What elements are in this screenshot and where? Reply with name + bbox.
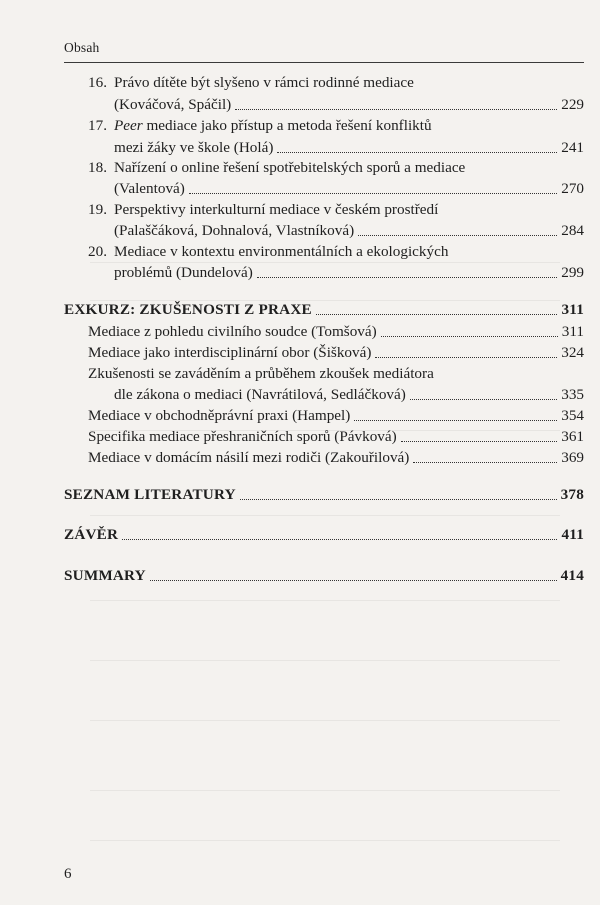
item-page: 354 <box>561 407 584 424</box>
entry-number: 17. <box>88 117 107 134</box>
leader-dots <box>410 388 557 400</box>
toc-section-exkurz[interactable] <box>64 300 584 320</box>
entry-page: 229 <box>561 96 584 113</box>
entry-page: 299 <box>561 264 584 281</box>
section-page: 311 <box>561 301 584 318</box>
leader-dots <box>257 266 557 278</box>
toc-item-exkurz-1[interactable] <box>88 322 584 342</box>
toc-item-exkurz-4[interactable] <box>88 406 584 426</box>
entry-page: 284 <box>561 222 584 239</box>
leader-dots <box>240 488 557 500</box>
item-page: 311 <box>561 323 584 340</box>
leader-dots <box>189 182 557 194</box>
item-title: Mediace v domácím násilí mezi rodiči (Zakouřilová) <box>88 449 410 466</box>
leader-dots <box>401 430 558 442</box>
section-title: SUMMARY <box>64 567 146 584</box>
entry-number: 16. <box>88 74 107 91</box>
leader-dots <box>381 325 558 337</box>
toc-entry-16[interactable] <box>114 95 584 115</box>
toc-entry-20[interactable] <box>114 263 584 283</box>
toc-entry-18[interactable] <box>114 179 584 199</box>
leader-dots <box>150 569 557 581</box>
entry-authors: (Valentová) <box>114 180 185 197</box>
toc-section-zaver[interactable] <box>64 525 584 545</box>
entry-title: Nařízení o online řešení spotřebitelských sporů a mediace <box>114 159 466 176</box>
running-header: Obsah <box>64 40 100 55</box>
entry-page: 241 <box>561 139 584 156</box>
item-page: 369 <box>561 449 584 466</box>
leader-dots <box>122 528 557 540</box>
section-title: ZÁVĚR <box>64 526 119 543</box>
item-title: Mediace z pohledu civilního soudce (Tomšová) <box>88 323 377 340</box>
leader-dots <box>413 451 557 463</box>
item-title: Specifika mediace přeshraničních sporů (Pávková) <box>88 428 397 445</box>
item-title: Zkušenosti se zaváděním a průběhem zkoušek mediátora <box>88 365 434 382</box>
section-page: 414 <box>560 567 584 584</box>
entry-number: 19. <box>88 201 107 218</box>
item-title: Mediace jako interdisciplinární obor (Šišková) <box>88 344 372 361</box>
entry-authors: mezi žáky ve škole (Holá) <box>114 139 274 156</box>
leader-dots <box>375 346 557 358</box>
toc-item-exkurz-2[interactable] <box>88 343 584 363</box>
entry-authors: problémů (Dundelová) <box>114 264 253 281</box>
item-title-cont: dle zákona o mediaci (Navrátilová, Sedláčková) <box>114 386 406 403</box>
section-title: SEZNAM LITERATURY <box>64 486 236 503</box>
leader-dots <box>277 141 557 153</box>
entry-title-rest: mediace jako přístup a metoda řešení konfliktů <box>142 117 432 134</box>
leader-dots <box>354 409 557 421</box>
section-page: 378 <box>560 486 584 503</box>
item-page: 324 <box>561 344 584 361</box>
toc-section-summary[interactable] <box>64 566 584 586</box>
page-number: 6 <box>64 866 72 882</box>
toc-entry-19[interactable] <box>114 221 584 241</box>
item-page: 335 <box>561 386 584 403</box>
entry-title: Perspektivy interkulturní mediace v českém prostředí <box>114 201 439 218</box>
toc-item-exkurz-3[interactable] <box>114 385 584 405</box>
entry-authors: (Kováčová, Spáčil) <box>114 96 232 113</box>
entry-number: 20. <box>88 243 107 260</box>
section-page: 411 <box>561 526 584 543</box>
item-title: Mediace v obchodněprávní praxi (Hampel) <box>88 407 351 424</box>
toc-item-exkurz-5[interactable] <box>88 427 584 447</box>
section-title: EXKURZ: ZKUŠENOSTI Z PRAXE <box>64 301 312 318</box>
entry-title: Mediace v kontextu environmentálních a ekologických <box>114 243 449 260</box>
item-page: 361 <box>561 428 584 445</box>
toc-section-literatura[interactable] <box>64 485 584 505</box>
leader-dots <box>316 303 558 315</box>
entry-page: 270 <box>561 180 584 197</box>
toc-item-exkurz-6[interactable] <box>88 448 584 468</box>
leader-dots <box>358 224 557 236</box>
entry-authors: (Palaščáková, Dohnalová, Vlastníková) <box>114 222 355 239</box>
entry-title-italic: Peer <box>114 117 143 134</box>
toc-entry-17[interactable] <box>114 138 584 158</box>
entry-title <box>114 116 432 136</box>
entry-number: 18. <box>88 159 107 176</box>
leader-dots <box>235 98 557 110</box>
entry-title: Právo dítěte být slyšeno v rámci rodinné mediace <box>114 74 414 91</box>
